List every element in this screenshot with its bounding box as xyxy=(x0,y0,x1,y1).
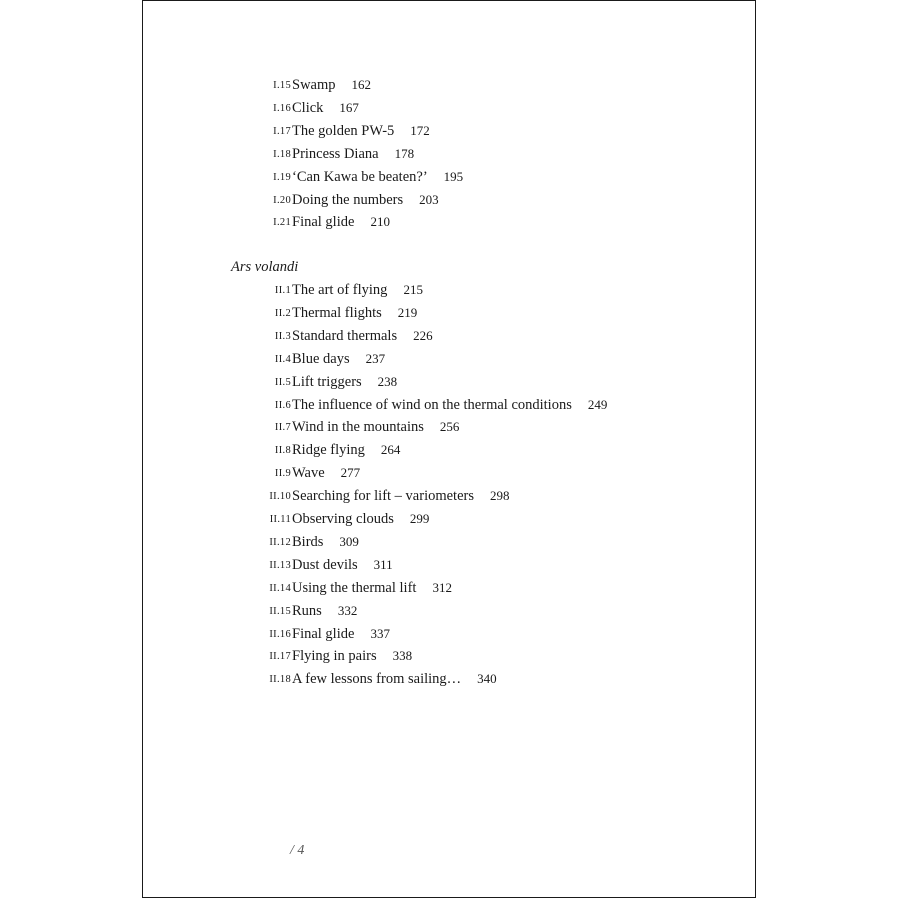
toc-entry xyxy=(143,462,755,484)
toc-entry-number: II.16 xyxy=(269,628,291,640)
toc-entry xyxy=(143,325,755,347)
toc-entry-title: ‘Can Kawa be beaten?’ xyxy=(292,168,428,185)
toc-entry xyxy=(143,394,755,416)
toc-entry-page: 312 xyxy=(432,579,452,595)
toc-entry-title: Blue days xyxy=(292,350,350,367)
toc-entry-title: Thermal flights xyxy=(292,304,382,321)
toc-entry-title-group xyxy=(292,302,417,324)
toc-entry xyxy=(143,531,755,553)
toc-entry-number: I.18 xyxy=(273,148,291,160)
toc-entry-title: Standard thermals xyxy=(292,327,398,344)
toc-entry-page: 309 xyxy=(339,533,359,549)
toc-entry-title-group xyxy=(292,462,360,484)
toc-entry xyxy=(143,623,755,645)
toc-entry xyxy=(143,166,755,188)
toc-entry-title: Princess Diana xyxy=(292,145,379,162)
toc-entry-title-group xyxy=(292,577,452,599)
toc-entry-page: 256 xyxy=(439,419,460,435)
toc-entry-page: 340 xyxy=(477,671,497,687)
toc-entry-title: Swamp xyxy=(292,77,336,93)
toc-entry xyxy=(143,554,755,576)
toc-entry-page: 249 xyxy=(587,396,608,412)
toc-entry-title-group xyxy=(292,485,510,507)
toc-entry-title-group xyxy=(292,166,463,188)
section-heading: Ars volandi xyxy=(231,259,299,275)
toc-entry-page: 219 xyxy=(397,304,418,320)
toc-entry-title-group xyxy=(292,74,371,96)
toc-entry xyxy=(143,416,755,438)
toc-entry xyxy=(143,485,755,507)
toc-entry-page: 237 xyxy=(365,350,386,366)
toc-entry-title-group xyxy=(292,189,439,211)
toc-entry-title: Ridge flying xyxy=(292,442,365,459)
toc-entry-title: A few lessons from sailing… xyxy=(292,671,462,688)
toc-entry-title: Lift triggers xyxy=(292,373,362,390)
toc-entry-title-group xyxy=(292,623,390,645)
toc-entry-title: Runs xyxy=(292,602,322,619)
toc-entry xyxy=(143,645,755,667)
toc-entry-number: II.6 xyxy=(274,399,291,411)
toc-entry-title: The art of flying xyxy=(292,282,388,298)
toc-entry-title-group xyxy=(292,645,412,667)
toc-entry-title-group xyxy=(292,120,430,142)
toc-entry-number: II.1 xyxy=(274,285,291,296)
toc-entry xyxy=(143,120,755,142)
toc-entry-page: 298 xyxy=(490,488,510,504)
toc-entry-title-group xyxy=(292,348,385,370)
toc-entry-title: Wave xyxy=(292,465,325,482)
toc-entry-page: 226 xyxy=(413,327,433,343)
toc-entry xyxy=(143,74,755,96)
toc-entry xyxy=(143,508,755,530)
toc-entry-page: 203 xyxy=(419,191,439,207)
toc-entry-page: 172 xyxy=(410,122,430,138)
toc-entry-number: II.5 xyxy=(274,376,291,388)
toc-entry-number: II.17 xyxy=(269,651,291,663)
toc-entry xyxy=(143,600,755,622)
toc-entry xyxy=(143,439,755,461)
toc-entry-page: 277 xyxy=(340,465,361,481)
toc-entry-number: II.12 xyxy=(269,536,291,548)
toc-entry-page: 332 xyxy=(337,602,358,618)
toc-entry-title-group xyxy=(292,371,397,393)
toc-entry-title: Wind in the mountains xyxy=(292,419,424,436)
toc-entry-page: 178 xyxy=(394,145,415,161)
toc-entry-title-group xyxy=(292,279,423,301)
toc-entry-page: 210 xyxy=(370,214,390,230)
toc-entry-title-group xyxy=(292,554,393,576)
toc-entry-number: II.9 xyxy=(274,468,291,480)
toc-entry-page: 338 xyxy=(392,648,413,664)
toc-entry-number: I.20 xyxy=(273,194,291,206)
toc-entry-number: II.13 xyxy=(269,559,291,571)
toc-entry-number: I.19 xyxy=(273,171,291,183)
toc-entry-title: Dust devils xyxy=(292,556,358,573)
toc-entry-title: Doing the numbers xyxy=(292,191,404,208)
toc-entry-title: Final glide xyxy=(292,214,355,231)
toc-entry-number: II.4 xyxy=(274,353,291,365)
toc-entry-page: 195 xyxy=(443,168,464,184)
toc-entry-title: Observing clouds xyxy=(292,511,394,527)
toc-entry-page: 238 xyxy=(377,373,398,389)
toc-entry-title-group xyxy=(292,97,359,119)
toc-entry-page: 311 xyxy=(373,556,393,572)
toc-entry xyxy=(143,211,755,233)
toc-entry-title: Click xyxy=(292,99,324,116)
toc-entry-title: The golden PW-5 xyxy=(292,122,395,139)
toc-entry-title-group xyxy=(292,508,429,530)
toc-entry-page: 162 xyxy=(351,77,371,92)
toc-entry-title: The influence of wind on the thermal conditions xyxy=(292,396,572,413)
toc-entry xyxy=(143,143,755,165)
toc-entry-page: 167 xyxy=(339,99,359,115)
toc-entry-number: II.8 xyxy=(274,445,291,457)
toc-entry-page: 264 xyxy=(380,442,401,458)
toc-entry xyxy=(143,189,755,211)
book-page xyxy=(142,0,756,898)
toc-entry xyxy=(143,577,755,599)
toc-entry xyxy=(143,668,755,690)
toc-entry-page: 215 xyxy=(403,282,423,297)
toc-entry xyxy=(143,302,755,324)
toc-entry-number: I.21 xyxy=(273,217,291,229)
toc-entry-title: Using the thermal lift xyxy=(292,579,417,596)
toc-entry xyxy=(143,279,755,301)
toc-entry-number: II.2 xyxy=(274,307,291,319)
toc-entry-page: 299 xyxy=(409,511,430,526)
toc-entry-number: II.11 xyxy=(269,514,291,525)
toc-entry-title: Searching for lift – variometers xyxy=(292,488,474,505)
toc-entry-number: I.16 xyxy=(273,102,291,114)
toc-entry-title: Final glide xyxy=(292,625,355,642)
toc-entry-title-group xyxy=(292,531,359,553)
toc-entry xyxy=(143,348,755,370)
toc-entry-title-group xyxy=(292,325,433,347)
toc-entry-title-group xyxy=(292,211,390,233)
toc-entry-title-group xyxy=(292,394,607,416)
toc-entry-title-group xyxy=(292,668,497,690)
toc-entry-title-group xyxy=(292,416,459,438)
toc-entry-number: I.15 xyxy=(273,80,291,91)
page-number: / 4 xyxy=(290,843,305,858)
toc-entry-number: II.14 xyxy=(269,582,291,594)
toc-entry-title-group xyxy=(292,439,400,461)
table-of-contents xyxy=(143,1,755,897)
toc-entry-number: I.17 xyxy=(273,125,291,137)
toc-entry-number: II.7 xyxy=(274,422,291,434)
toc-entry-title: Flying in pairs xyxy=(292,648,377,665)
toc-entry-title: Birds xyxy=(292,533,324,550)
toc-entry xyxy=(143,371,755,393)
toc-entry-number: II.3 xyxy=(274,330,291,342)
toc-entry-page: 337 xyxy=(370,625,390,641)
toc-entry-number: II.18 xyxy=(269,674,291,686)
toc-entry-title-group xyxy=(292,600,357,622)
toc-entry-number: II.15 xyxy=(269,605,291,617)
toc-entry xyxy=(143,97,755,119)
toc-entry-title-group xyxy=(292,143,414,165)
toc-entry-number: II.10 xyxy=(269,491,291,503)
